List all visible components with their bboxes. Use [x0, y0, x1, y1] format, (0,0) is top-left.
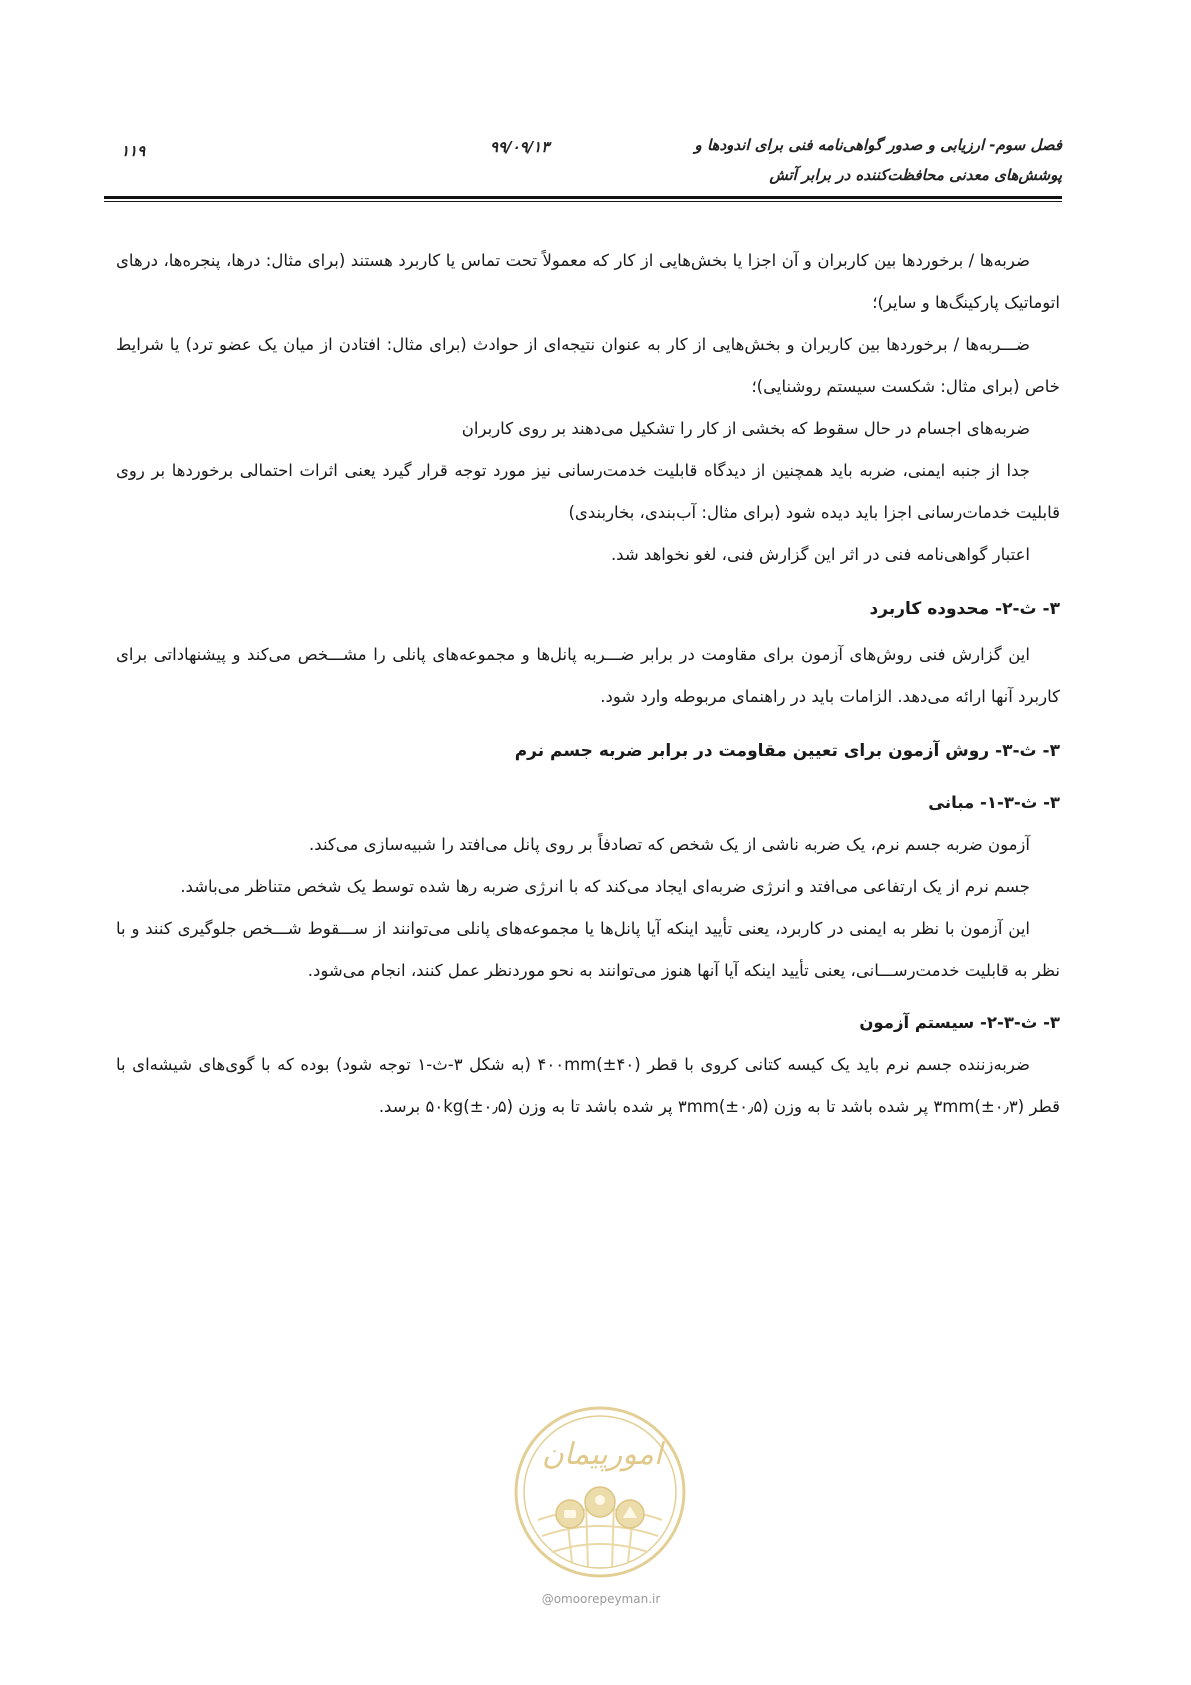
document-body [116, 240, 1060, 1128]
header-divider-thick [104, 196, 1062, 199]
paragraph-impacts-users: ضربه‌ها / برخوردها بین کاربران و آن اجزا یا بخش‌هایی از کار که معمولاً تحت تماس یا کاربرد هستند (برای مثال: درها، پنجره‌ها، درهای اتوماتیک پارکینگ‌ها و سایر)؛ [116, 251, 1060, 312]
paragraph-serviceability: جدا از جنبه ایمنی، ضربه باید همچنین از دیدگاه قابلیت خدمت‌رسانی نیز مورد توجه قرار گیرد یعنی اثرات احتمالی برخوردها بر روی قابلیت خدمات‌رسانی اجزا باید دیده شود (برای مثال: آب‌بندی، بخاربندی) [116, 461, 1060, 522]
header-date: ۹۹/۰۹/۱۳ [490, 138, 550, 156]
paragraph-safety-serviceability: این آزمون با نظر به ایمنی در کاربرد، یعنی تأیید اینکه آیا پانل‌ها یا مجموعه‌های پانلی می‌توانند از ســـقوط شـــخص جلوگیری کنند و با نظر به قابلیت خدمت‌رســـانی، یعنی تأیید اینکه آیا آنها هنوز می‌توانند به نحو موردنظر عمل کنند، انجام می‌شود. [116, 919, 1060, 980]
page-header [104, 124, 1062, 196]
page-number: ۱۱۹ [121, 142, 146, 160]
chapter-title [695, 130, 1063, 190]
seal-script-text: امورپیمان [541, 1437, 663, 1472]
chapter-title-line-1: فصل سوم- ارزیابی و صدور گواهی‌نامه فنی برای اندودها و [694, 136, 1062, 154]
watermark-text: @omoorepeyman.ir [541, 1592, 661, 1606]
header-divider-thin [104, 201, 1062, 202]
chapter-title-line-2: پوشش‌های معدنی محافظت‌کننده در برابر آتش [769, 166, 1062, 184]
paragraph-soft-body-energy: جسم نرم از یک ارتفاعی می‌افتد و انرژی ضربه‌ای ایجاد می‌کند که با انرژی ضربه رها شده توسط یک شخص متناظر می‌باشد. [180, 877, 1030, 896]
paragraph-soft-body-test: آزمون ضربه جسم نرم، یک ضربه ناشی از یک شخص که تصادفاً بر روی پانل می‌افتد را شبیه‌سازی می‌کند. [309, 835, 1030, 854]
paragraph-scope: این گزارش فنی روش‌های آزمون برای مقاومت در برابر ضـــربه پانل‌ها و مجموعه‌های پانلی را مشـــخص می‌کند و پیشنهاداتی برای کاربرد آنها ارائه می‌دهد. الزامات باید در راهنمای مربوطه وارد شود. [116, 645, 1060, 706]
paragraph-impactor-spec: ضربه‌زننده جسم نرم باید یک کیسه کتانی کروی با قطر (۴۰±)۴۰۰mm (به شکل ۳-ث-۱ توجه شود) بوده که با گوی‌های شیشه‌ای با قطر (۰٫۳±)۳mm پر شده باشد تا به وزن (۰٫۵±)۳mm پر شده باشد تا به وزن (۰٫۵±)۵۰kg برسد. [116, 1055, 1060, 1116]
heading-scope: ۳- ث-۲- محدوده کاربرد [869, 599, 1060, 619]
paragraph-impacts-accidents: ضـــربه‌ها / برخوردها بین کاربران و بخش‌هایی از کار به عنوان نتیجه‌ای از حوادث (برای مثال: افتادن از میان یک عضو ترد) یا شرایط خاص (برای مثال: شکست سیستم روشنایی)؛ [116, 335, 1060, 396]
paragraph-falling-objects: ضربه‌های اجسام در حال سقوط که بخشی از کار را تشکیل می‌دهند بر روی کاربران [461, 419, 1030, 438]
heading-test-method: ۳- ث-۳- روش آزمون برای تعیین مقاومت در برابر ضربه جسم نرم [514, 741, 1060, 761]
paragraph-certificate-validity: اعتبار گواهی‌نامه فنی در اثر این گزارش فنی، لغو نخواهد شد. [610, 545, 1030, 564]
heading-basis: ۳- ث-۳-۱- مبانی [928, 793, 1060, 812]
heading-test-system: ۳- ث-۳-۲- سیستم آزمون [859, 1013, 1060, 1032]
company-seal-icon [510, 1402, 690, 1582]
